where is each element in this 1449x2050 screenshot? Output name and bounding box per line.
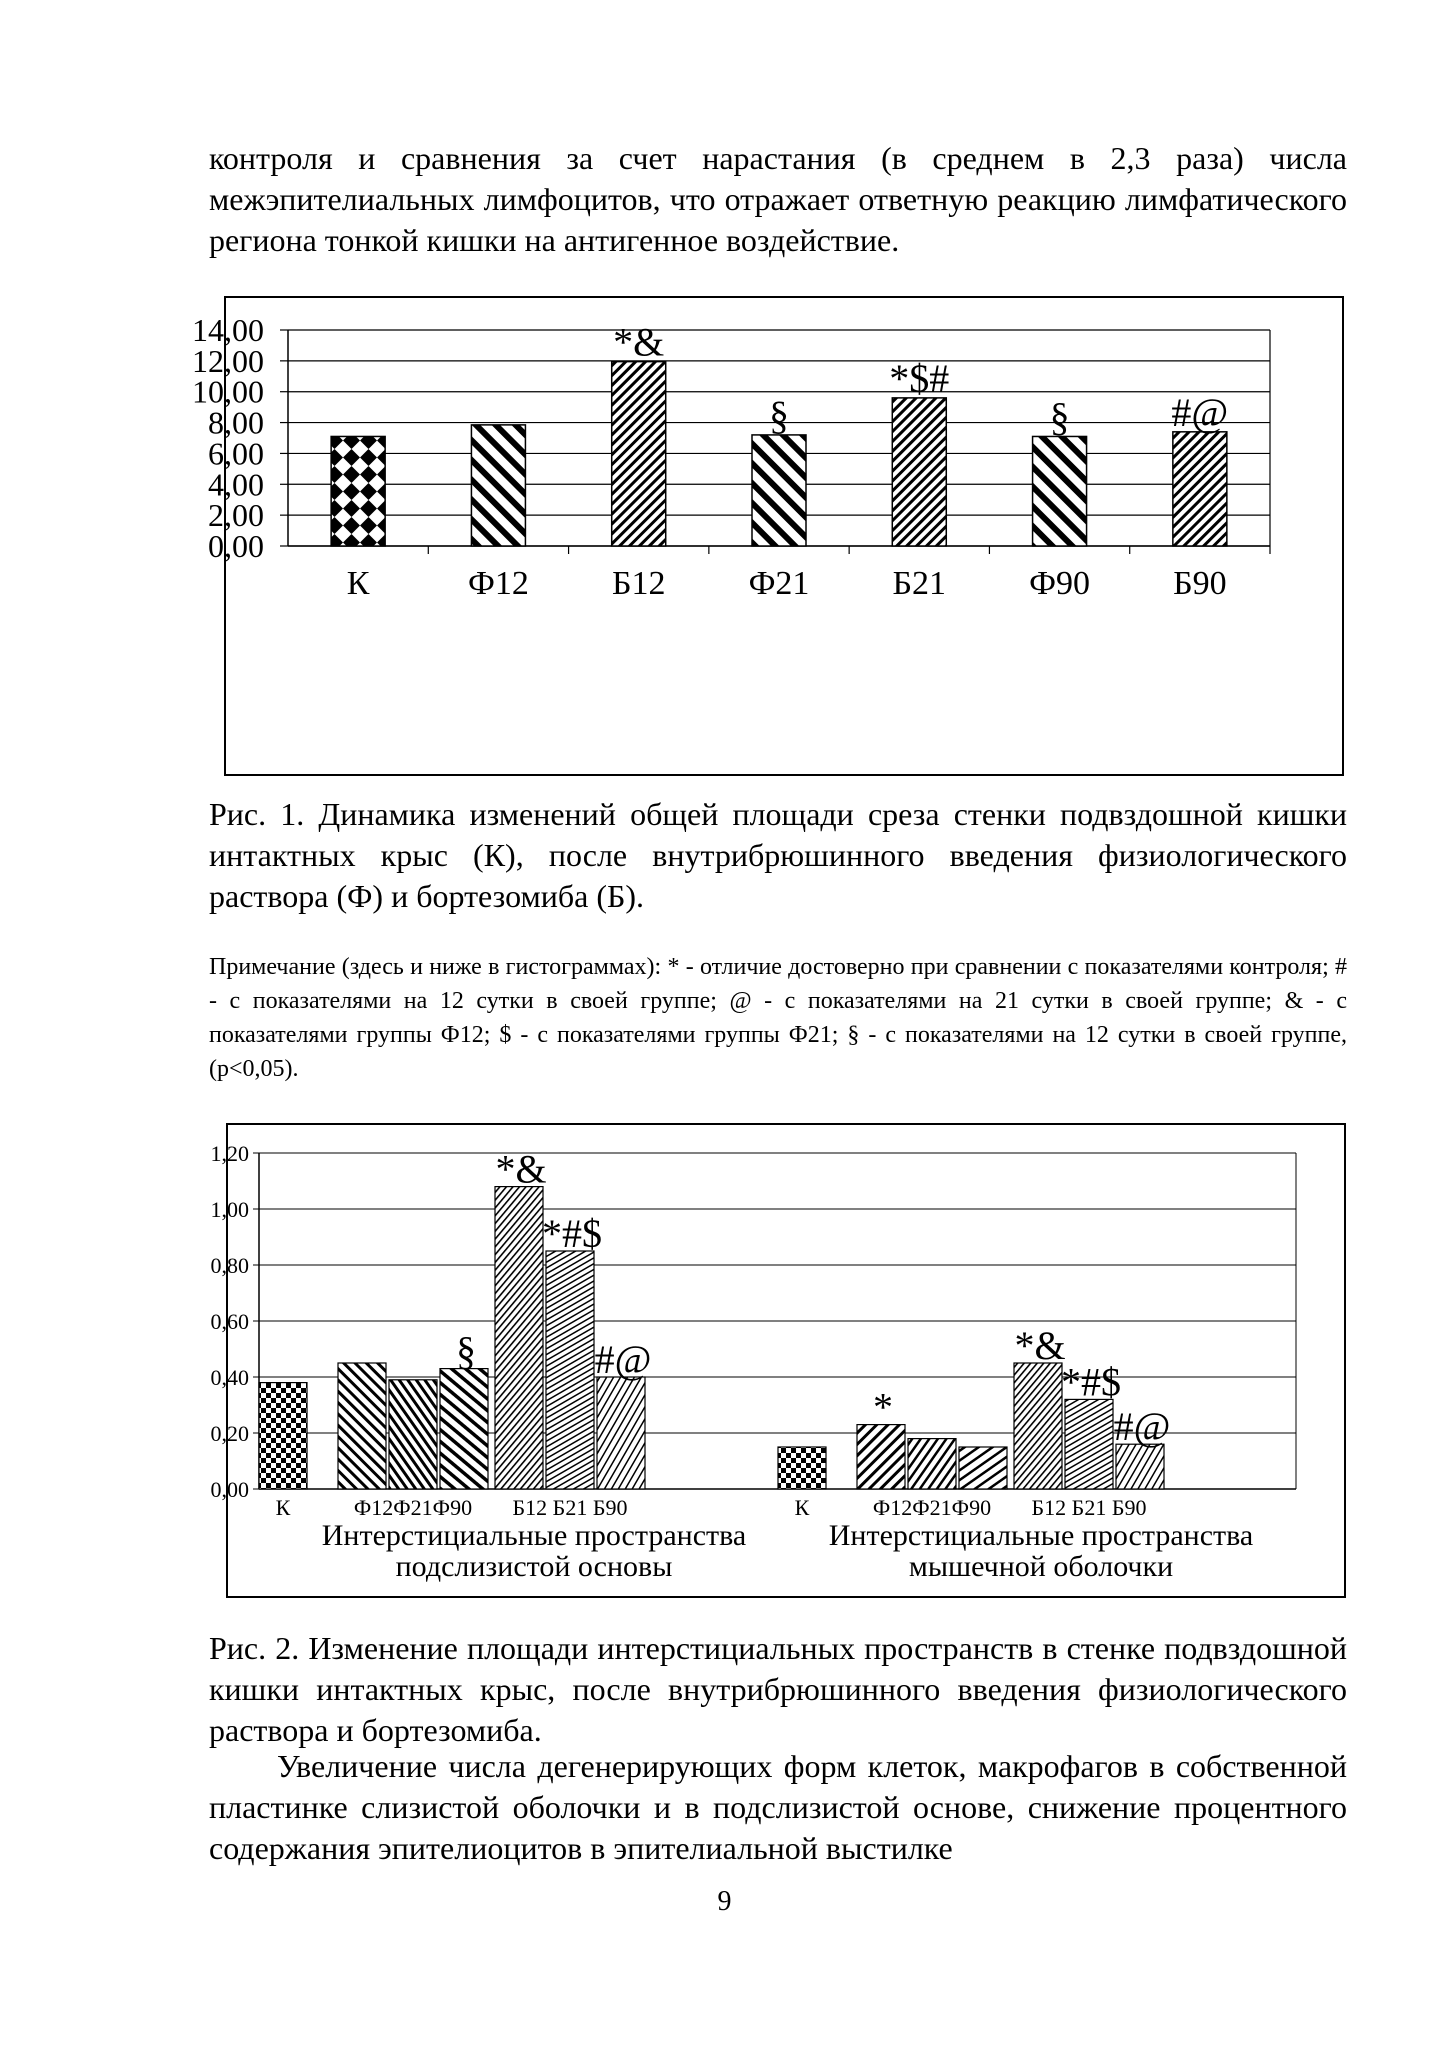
bar — [1065, 1399, 1113, 1489]
bar-annotation: #@ — [594, 1337, 652, 1382]
bar-annotation: * — [873, 1384, 893, 1430]
bar-Ф12 — [471, 425, 525, 546]
x-tick-label: К — [794, 1495, 810, 1520]
figure-2-chart — [210, 1123, 1346, 1598]
bar — [389, 1380, 437, 1489]
bar — [1014, 1363, 1062, 1489]
bar-К — [331, 436, 385, 546]
figure-1-caption: Рис. 1. Динамика изменений общей площади среза стенки подвздошной кишки интактных крыс (К), после внутрибрюшинного введения физиологического раствора (Ф) и бортезомиба (Б). — [209, 796, 1347, 914]
bar-annotation: *$# — [889, 355, 950, 401]
page-number: 9 — [717, 1886, 732, 1917]
x-tick-label: Б12 Б21 Б90 — [512, 1495, 628, 1520]
figure-1-chart — [192, 296, 1344, 776]
bar — [546, 1251, 594, 1489]
bottom-paragraph: Увеличение числа дегенерирующих форм клеток, макрофагов в собственной пластинке слизистой оболочки и в подслизистой основе, снижение процентного содержания эпителиоцитов в эпителиальной выстилке — [209, 1748, 1347, 1866]
bar-annotation: *& — [1014, 1323, 1066, 1368]
x-tick-label: Ф12Ф21Ф90 — [872, 1495, 992, 1520]
bar — [908, 1439, 956, 1489]
y-tick-label: 0,60 — [210, 1309, 249, 1334]
y-tick-label: 14,00 — [192, 312, 264, 348]
y-tick-label: 12,00 — [192, 342, 264, 379]
y-tick-label: 1,20 — [210, 1141, 249, 1166]
y-tick-label: 0,00 — [208, 528, 264, 564]
group-label: подслизистой основы — [395, 1550, 673, 1583]
bar-annotation: *#$ — [542, 1211, 602, 1256]
y-tick-label: 0,00 — [210, 1477, 249, 1502]
bar — [1116, 1444, 1164, 1489]
bar-annotation: #@ — [1113, 1404, 1171, 1450]
bar — [495, 1187, 543, 1489]
group-label: Интерстициальные пространства — [828, 1519, 1254, 1552]
x-tick-label: Ф21 — [748, 565, 810, 602]
bar-annotation: #@ — [1171, 389, 1229, 435]
bar-Ф21 — [752, 435, 806, 546]
y-tick-label: 2,00 — [208, 497, 264, 534]
bar — [959, 1447, 1007, 1489]
bar-annotation: § — [1049, 394, 1070, 440]
x-tick-label: Ф12Ф21Ф90 — [353, 1495, 473, 1520]
bar — [857, 1425, 905, 1489]
y-tick-label: 4,00 — [208, 466, 264, 503]
bar — [440, 1369, 488, 1489]
figure-note: Примечание (здесь и ниже в гистограммах): * - отличие достоверно при сравнении с показателями контроля; # - с показателями на 12 сутки в своей группе; @ - с показателями на 21 сутки в своей группе; & - с показателями группы Ф12; $ - с показателями группы Ф21; § - с показателями на 12 сутки в своей группе, (p<0,05). — [209, 954, 1347, 1082]
y-tick-label: 0,40 — [210, 1365, 249, 1390]
bar — [259, 1383, 307, 1489]
y-tick-label: 8,00 — [208, 404, 264, 441]
bar-annotation: *& — [495, 1146, 547, 1192]
group-label: Интерстициальные пространства — [321, 1519, 747, 1552]
bar — [597, 1377, 645, 1489]
y-tick-label: 10,00 — [192, 373, 264, 410]
y-tick-label: 6,00 — [208, 435, 264, 472]
bar — [338, 1363, 386, 1489]
bar-annotation: *& — [613, 319, 665, 365]
x-tick-label: К — [346, 565, 370, 602]
top-paragraph: контроля и сравнения за счет нарастания (в среднем в 2,3 раза) числа межэпителиальных лимфоцитов, что отражает ответную реакцию лимфатического региона тонкой кишки на антигенное воздействие. — [209, 140, 1347, 258]
y-tick-label: 1,00 — [210, 1197, 249, 1222]
bar-Б12 — [612, 362, 666, 546]
bar-Б21 — [892, 398, 946, 546]
figure-2-caption: Рис. 2. Изменение площади интерстициальных пространств в стенке подвздошной кишки интактных крыс, после внутрибрюшинного введения физиологического раствора и бортезомиба. — [209, 1630, 1347, 1748]
x-tick-label: Б12 — [611, 565, 666, 602]
bar — [778, 1447, 826, 1489]
x-tick-label: Б21 — [892, 565, 947, 602]
x-tick-label: Ф90 — [1029, 565, 1091, 602]
bar-annotation: § — [769, 392, 789, 438]
bar-Б90 — [1173, 432, 1227, 546]
y-tick-label: 0,80 — [210, 1253, 249, 1278]
x-tick-label: Б90 — [1173, 565, 1227, 602]
bar-annotation: *#$ — [1061, 1359, 1121, 1405]
group-label: мышечной оболочки — [908, 1550, 1174, 1583]
bar-annotation: § — [456, 1328, 476, 1374]
x-tick-label: Б12 Б21 Б90 — [1031, 1495, 1147, 1520]
x-tick-label: К — [275, 1495, 291, 1520]
x-tick-label: Ф12 — [467, 565, 529, 602]
y-tick-label: 0,20 — [210, 1421, 249, 1446]
bar-Ф90 — [1033, 436, 1087, 546]
